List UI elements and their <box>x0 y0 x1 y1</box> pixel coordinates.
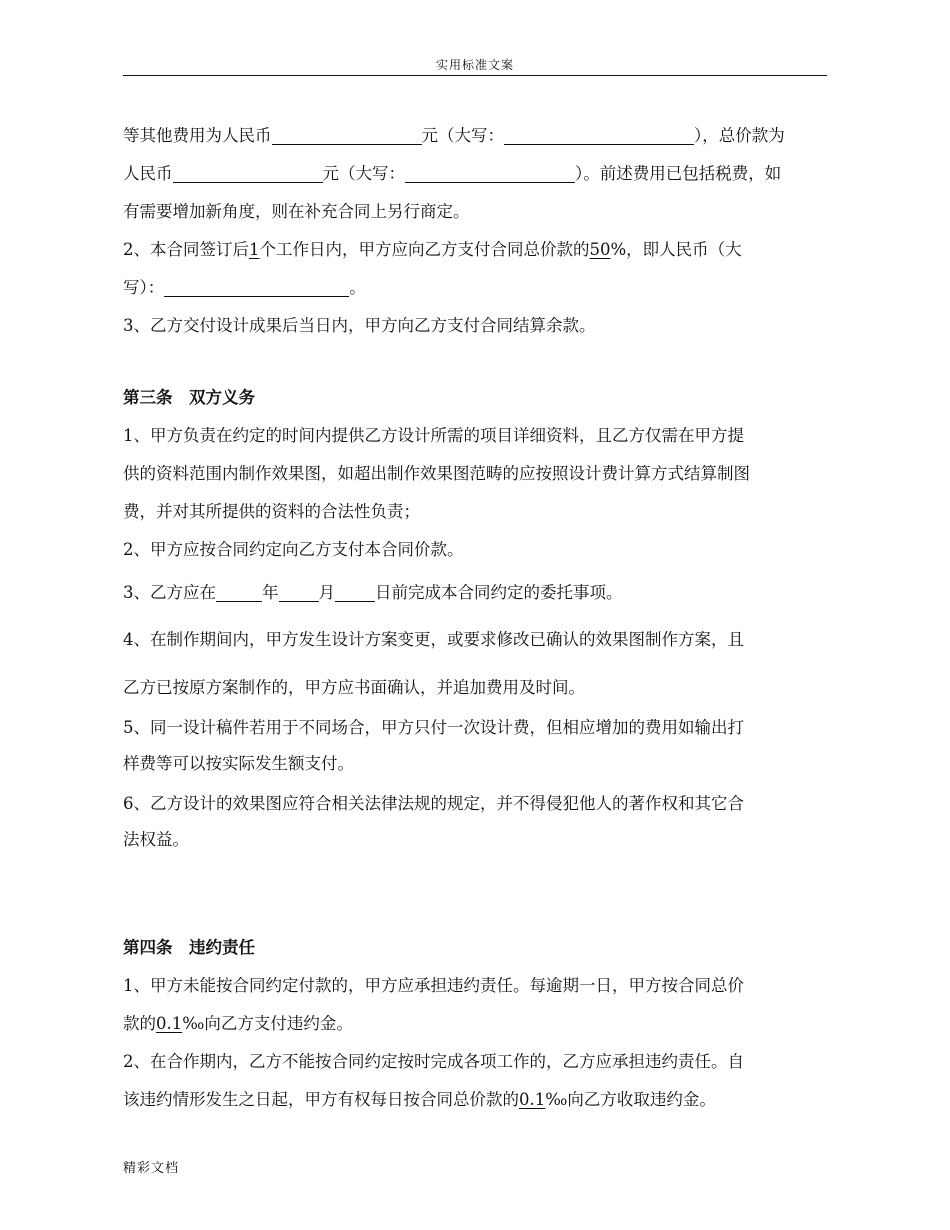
text: 等其他费用为人民币 <box>123 126 272 145</box>
text: 款的 <box>123 1014 156 1033</box>
obligation-5-line-2: 样费等可以按实际发生额支付。 <box>123 754 354 773</box>
total-amount-blank <box>173 162 323 183</box>
percent-value: 50 <box>589 240 611 259</box>
fee-line-1 <box>123 117 833 155</box>
text: ），总价款为 <box>694 126 785 145</box>
payment-clause-2-cont <box>123 269 833 307</box>
fee-line-3: 有需要增加新角度，则在补充合同上另行商定。 <box>123 202 470 221</box>
penalty-rate: 0.1 <box>156 1014 183 1033</box>
liability-2-line-1: 2、在合作期内，乙方不能按合同约定按时完成各项工作的，乙方应承担违约责任。自 <box>123 1052 744 1071</box>
month-blank <box>279 581 319 602</box>
text: 2、本合同签订后 <box>123 240 249 259</box>
header-rule <box>123 75 827 76</box>
total-amount-words-blank <box>405 162 575 183</box>
text: 元（大写： <box>322 164 405 183</box>
obligation-3 <box>123 574 833 612</box>
text: ‰向乙方支付违约金。 <box>182 1014 353 1033</box>
text: 个工作日内，甲方应向乙方支付合同总价款的 <box>259 240 590 259</box>
liability-1-line-2 <box>123 1005 833 1043</box>
obligation-4-line-2: 乙方已按原方案制作的，甲方应书面确认，并追加费用及时间。 <box>123 678 585 697</box>
text: 日前完成本合同约定的委托事项。 <box>375 583 623 602</box>
penalty-rate: 0.1 <box>519 1090 546 1109</box>
liability-1-line-1: 1、甲方未能按合同约定付款的，甲方应承担违约责任。每逾期一日，甲方按合同总价 <box>123 976 744 995</box>
payment-clause-3: 3、乙方交付设计成果后当日内，甲方向乙方支付合同结算余款。 <box>123 316 596 335</box>
obligation-6-line-1: 6、乙方设计的效果图应符合相关法律法规的规定，并不得侵犯他人的著作权和其它合 <box>123 794 744 813</box>
obligation-2: 2、甲方应按合同约定向乙方支付本合同价款。 <box>123 540 464 559</box>
page-header: 实用标准文案 <box>435 58 514 72</box>
obligation-1-line-1: 1、甲方负责在约定的时间内提供乙方设计所需的项目详细资料，且乙方仅需在甲方提 <box>123 426 744 445</box>
year-blank <box>216 581 262 602</box>
text: 年 <box>262 583 279 602</box>
text: 该违约情形发生之日起，甲方有权每日按合同总价款的 <box>123 1090 519 1109</box>
text: ）。前述费用已包括税费，如 <box>575 164 782 183</box>
obligation-1-line-3: 费，并对其所提供的资料的合法性负责； <box>123 502 420 521</box>
section-4-heading: 第四条 违约责任 <box>123 938 255 957</box>
text: 元（大写： <box>421 126 504 145</box>
obligation-1-line-2: 供的资料范围内制作效果图，如超出制作效果图范畴的应按照设计费计算方式结算制图 <box>123 464 750 483</box>
fee-line-2 <box>123 155 833 193</box>
liability-2-line-2 <box>123 1081 833 1119</box>
text: %，即人民币（大 <box>610 240 742 259</box>
text: 人民币 <box>123 164 173 183</box>
days-value: 1 <box>249 240 260 259</box>
obligation-4-line-1: 4、在制作期间内，甲方发生设计方案变更，或要求修改已确认的效果图制作方案，且 <box>123 630 744 649</box>
obligation-6-line-2: 法权益。 <box>123 830 189 849</box>
payment-clause-2 <box>123 231 833 269</box>
text: 3、乙方应在 <box>123 583 216 602</box>
day-blank <box>335 581 375 602</box>
text: 写）： <box>123 278 165 297</box>
section-3-heading: 第三条 双方义务 <box>123 388 255 407</box>
text: 。 <box>349 278 366 297</box>
payment-words-blank <box>164 276 349 297</box>
text: 月 <box>318 583 335 602</box>
text: ‰向乙方收取违约金。 <box>545 1090 716 1109</box>
page-footer: 精彩文档 <box>123 1161 180 1176</box>
rmb-amount-blank <box>272 124 422 145</box>
obligation-5-line-1: 5、同一设计稿件若用于不同场合，甲方只付一次设计费，但相应增加的费用如输出打 <box>123 718 744 737</box>
rmb-amount-words-blank <box>504 124 694 145</box>
